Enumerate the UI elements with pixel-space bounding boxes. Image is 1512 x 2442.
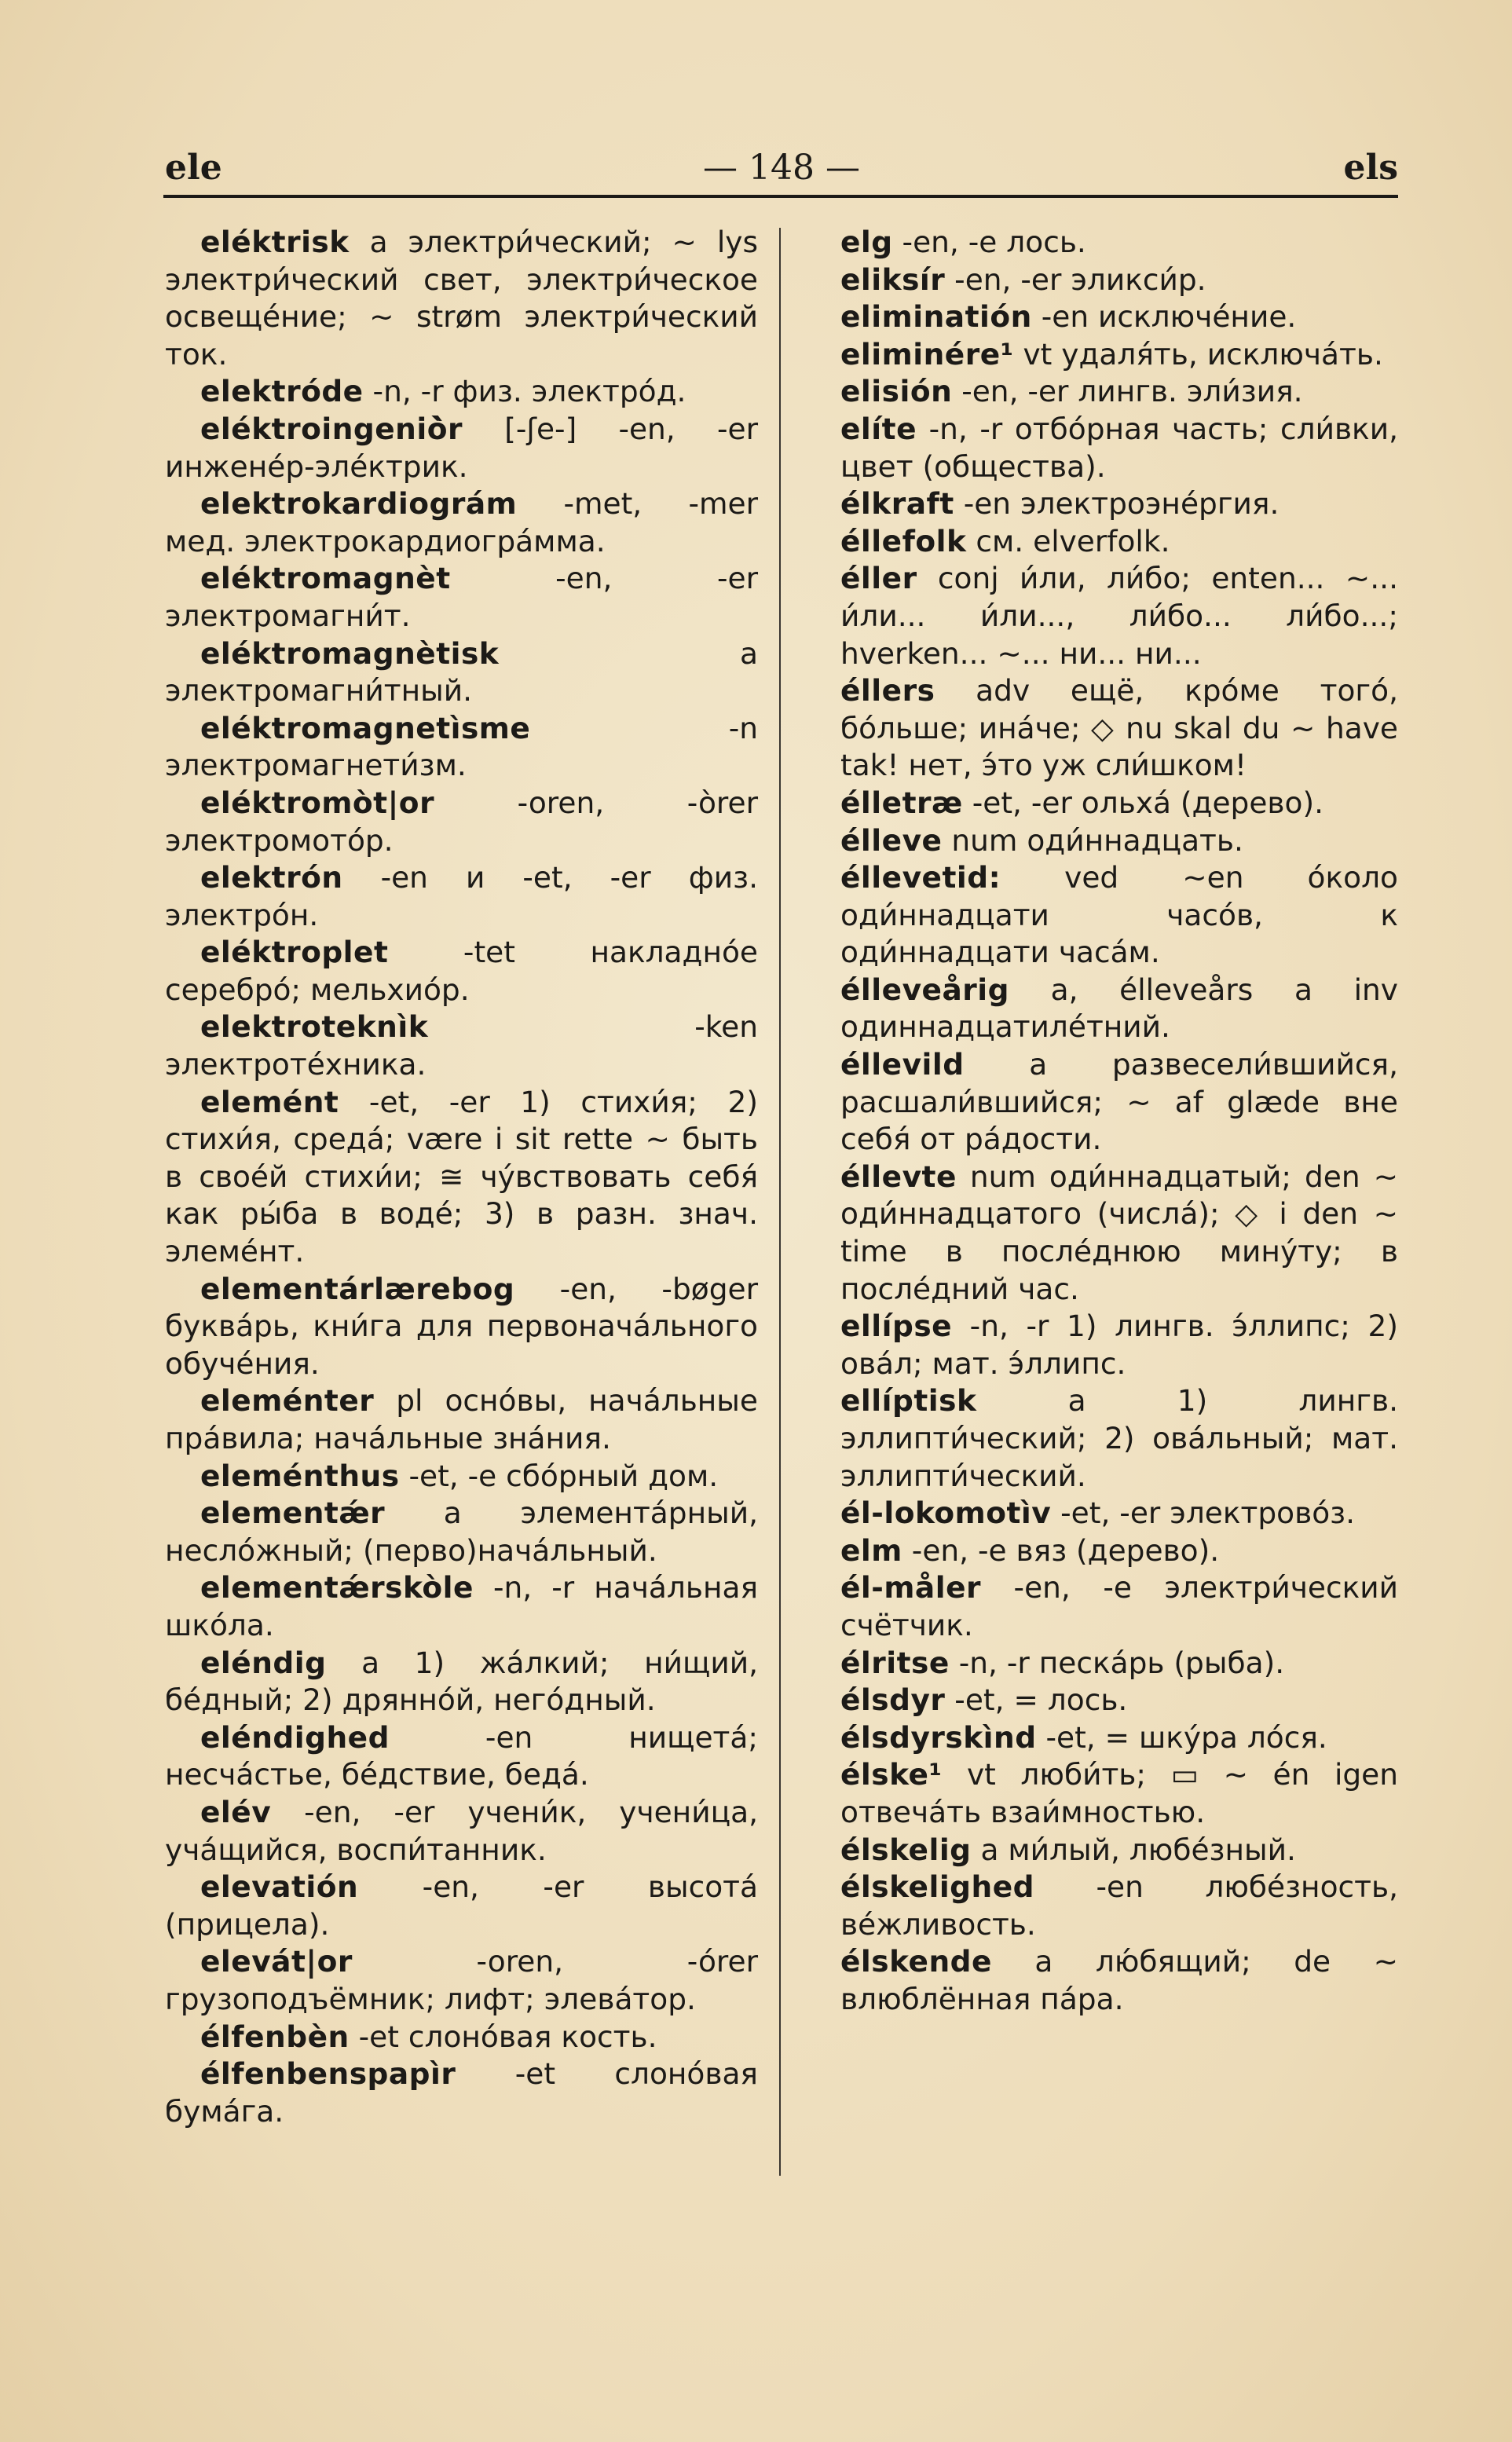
entry-definition: -n, -r нача́льная шко́ла.	[165, 1570, 758, 1642]
entry-headword: élletræ	[840, 785, 963, 820]
dictionary-entry	[165, 635, 758, 710]
dictionary-entry	[805, 672, 1398, 785]
dictionary-entry	[805, 1832, 1398, 1869]
entry-definition: vt люби́ть; ▭ ~ én igen отвеча́ть взаи́мностью.	[840, 1757, 1398, 1829]
entry-headword: eléndighed	[200, 1719, 390, 1755]
dictionary-entry	[805, 1159, 1398, 1308]
entry-headword: élsdyr	[840, 1682, 946, 1718]
dictionary-entry	[805, 298, 1398, 336]
entry-definition: а 1) жа́лкий; ни́щий, бе́дный; 2) дрянно́й, него́дный.	[165, 1645, 758, 1718]
dictionary-entry	[805, 1682, 1398, 1719]
dictionary-entry	[165, 560, 758, 635]
column-divider	[779, 228, 781, 2176]
entry-definition: num оди́ннадцать.	[942, 822, 1243, 858]
entry-headword: éller	[840, 561, 917, 596]
entry-headword: éllevte	[840, 1159, 957, 1194]
entry-definition: а электри́ческий; ~ lys электри́ческий свет, электри́ческое освеще́ние; ~ strøm электри́ческий ток.	[165, 225, 758, 372]
entry-definition: а лю́бящий; de ~ влюблённая па́ра.	[840, 1944, 1398, 2016]
page-number: — 148 —	[703, 148, 860, 188]
entry-definition: -tet накладно́е серебро́; мельхио́р.	[165, 935, 758, 1007]
dictionary-entry	[165, 1495, 758, 1569]
dictionary-entry	[165, 1943, 758, 2018]
entry-headword: elíte	[840, 411, 917, 446]
dictionary-entry	[805, 1308, 1398, 1382]
dictionary-entry	[165, 1569, 758, 1644]
entry-headword: eliksír	[840, 262, 946, 297]
dictionary-entry	[165, 859, 758, 934]
entry-headword: ellíptisk	[840, 1383, 977, 1419]
dictionary-entry	[805, 972, 1398, 1046]
entry-definition: -en, -e вяз (дерево).	[902, 1532, 1220, 1568]
entry-definition: а электромагни́тный.	[165, 635, 758, 708]
header-first-word: ele	[165, 148, 222, 188]
entry-definition: -en, -bøger буква́рь, кни́га для первонача́льного обуче́ния.	[165, 1271, 758, 1381]
entry-definition: -met, -mer мед. электрокардиогра́мма.	[165, 486, 758, 558]
entry-headword: élkraft	[840, 486, 954, 522]
entry-headword: élskende	[840, 1944, 992, 1979]
dictionary-entry	[805, 1645, 1398, 1682]
entry-definition: -ken электроте́хника.	[165, 1009, 758, 1082]
dictionary-entry	[805, 262, 1398, 299]
dictionary-entry	[805, 1495, 1398, 1532]
entry-headword: elevatión	[200, 1869, 359, 1905]
entry-headword: elm	[840, 1532, 902, 1568]
entry-definition: -et слоно́вая бума́га.	[165, 2056, 758, 2129]
entry-headword: él-måler	[840, 1570, 982, 1605]
entry-definition: -et, -er ольха́ (дерево).	[962, 785, 1324, 820]
dictionary-entry	[165, 1645, 758, 1719]
entry-definition: adv ещё, кро́ме того́, бо́льше; ина́че; ◇ nu skal du ~ have tak! нет, э́то уж сли́шком!	[840, 673, 1398, 783]
entry-headword: eléktromagnèt	[200, 561, 451, 596]
entry-headword: elementárlærebog	[200, 1271, 515, 1306]
dictionary-entry	[165, 1869, 758, 1943]
dictionary-entry	[805, 1869, 1398, 1943]
entry-headword: élritse	[840, 1645, 950, 1680]
dictionary-entry	[805, 373, 1398, 411]
entry-definition: -et, -e сбо́рный дом.	[399, 1458, 719, 1493]
dictionary-entry	[165, 1719, 758, 1794]
dictionary-entry	[805, 859, 1398, 972]
entry-headword: elektrón	[200, 860, 343, 895]
entry-headword: eléktromagnètisk	[200, 635, 500, 671]
dictionary-entry	[165, 710, 758, 785]
dictionary-entry	[805, 1532, 1398, 1570]
entry-definition: -n, -r песка́рь (рыба).	[949, 1645, 1285, 1680]
dictionary-entry	[805, 1943, 1398, 2018]
entry-definition: vt удаля́ть, исключа́ть.	[1013, 336, 1383, 372]
header-rule	[163, 195, 1398, 198]
entry-headword: ellípse	[840, 1309, 953, 1344]
entry-definition: conj и́ли, ли́бо; enten... ~... и́ли... и́ли..., ли́бо... ли́бо...; hverken... ~... ни... ни...	[840, 561, 1398, 671]
entry-headword: eliminére¹	[840, 336, 1014, 372]
entry-headword: eléktroplet	[200, 935, 389, 970]
entry-definition: -en, -er высота́ (прицела).	[165, 1869, 758, 1942]
entry-headword: él-lokomotìv	[840, 1496, 1052, 1531]
entry-definition: а элемента́рный, несло́жный; (перво)нача́льный.	[165, 1496, 758, 1568]
dictionary-entry	[165, 2056, 758, 2130]
dictionary-entry	[805, 336, 1398, 374]
entry-definition: -en и -et, -er физ. электро́н.	[165, 860, 758, 932]
entry-definition: -oren, -órer грузоподъёмник; лифт; элева́тор.	[165, 1944, 758, 2016]
dictionary-entry	[805, 523, 1398, 561]
entry-headword: elg	[840, 225, 893, 259]
entry-headword: élskelighed	[840, 1869, 1034, 1905]
entry-definition: -et, -er 1) стихи́я; 2) стихи́я, среда́; være i sit rette ~ быть в свое́й стихи́и; ≅ чу́вствовать себя́ как ры́ба в воде́; 3) в разн. знач. элеме́нт.	[165, 1084, 758, 1269]
dictionary-entry	[165, 485, 758, 560]
dictionary-entry	[165, 373, 758, 411]
running-header	[165, 148, 1398, 193]
entry-headword: élfenbèn	[200, 2019, 350, 2054]
entry-definition: [-ʃe-] -en, -er инжене́р-эле́ктрик.	[165, 411, 758, 484]
dictionary-entry	[165, 1458, 758, 1496]
right-column	[805, 224, 1398, 2019]
entry-headword: éllevetid:	[840, 860, 1001, 895]
entry-headword: elisión	[840, 374, 953, 409]
entry-definition: а, élleveårs a inv одиннадцатиле́тний.	[840, 972, 1398, 1045]
dictionary-entry	[805, 485, 1398, 523]
entry-headword: eleménthus	[200, 1458, 400, 1493]
dictionary-entry	[805, 411, 1398, 485]
header-last-word: els	[1343, 148, 1398, 188]
entry-headword: eleménter	[200, 1383, 375, 1419]
dictionary-entry	[805, 785, 1398, 822]
entry-headword: éllers	[840, 673, 935, 708]
dictionary-entry	[165, 785, 758, 859]
entry-headword: elementǽrskòle	[200, 1570, 474, 1605]
entry-definition: -et, = шку́ра ло́ся.	[1036, 1719, 1327, 1755]
entry-definition: -en, -er лингв. эли́зия.	[952, 374, 1303, 409]
entry-headword: élleve	[840, 822, 943, 858]
entry-headword: elementǽr	[200, 1496, 386, 1531]
entry-definition: num оди́ннадцатый; den ~ оди́ннадцатого (числа́); ◇ i den ~ time в после́днюю мину́ту; в после́дний час.	[840, 1159, 1398, 1306]
dictionary-entry	[805, 1756, 1398, 1831]
entry-definition: а ми́лый, любе́зный.	[971, 1832, 1296, 1867]
entry-definition: pl осно́вы, нача́льные пра́вила; нача́льные зна́ния.	[165, 1383, 758, 1455]
entry-definition: -n электромагнети́зм.	[165, 710, 758, 783]
entry-headword: eléktroingeniò̀r	[200, 411, 463, 446]
entry-headword: elektroteknìk	[200, 1009, 429, 1045]
entry-headword: éllevild	[840, 1047, 965, 1082]
entry-definition: ved ~en о́коло оди́ннадцати часо́в, к оди́ннадцати часа́м.	[840, 860, 1398, 970]
entry-definition: -en исключе́ние.	[1031, 299, 1297, 335]
entry-definition: -en, -er эликси́р.	[945, 262, 1206, 297]
dictionary-entry	[805, 1382, 1398, 1495]
entry-definition: а развесели́вшийся, расшали́вшийся; ~ af glæde вне себя́ от ра́дости.	[840, 1047, 1398, 1157]
entry-headword: eléktromòt|or	[200, 785, 435, 820]
entry-definition: -et, = лось.	[945, 1682, 1128, 1718]
dictionary-entry	[805, 1569, 1398, 1644]
left-column	[165, 224, 758, 2130]
dictionary-entry	[165, 1084, 758, 1271]
entry-headword: élsdyrskìnd	[840, 1719, 1037, 1755]
dictionary-entry	[165, 1009, 758, 1083]
dictionary-entry	[165, 2019, 758, 2056]
dictionary-entry	[805, 1719, 1398, 1757]
dictionary-entry	[805, 224, 1398, 262]
entry-headword: elektrokardiográm	[200, 486, 518, 522]
entry-definition: -n, -r физ. электро́д.	[363, 374, 686, 409]
entry-definition: -n, -r отбо́рная часть; сли́вки, цвет (общества).	[840, 411, 1398, 484]
entry-definition: -et слоно́вая кость.	[349, 2019, 657, 2054]
entry-headword: elév	[200, 1794, 272, 1829]
dictionary-entry	[165, 934, 758, 1009]
entry-headword: éllefolk	[840, 523, 967, 558]
entry-headword: élske¹	[840, 1757, 943, 1792]
entry-definition: -en нищета́; несча́стье, бе́дствие, беда́.	[165, 1719, 758, 1792]
entry-headword: eliminatión	[840, 299, 1032, 335]
dictionary-entry	[165, 1382, 758, 1457]
entry-definition: -en, -er учени́к, учени́ца, уча́щийся, воспи́танник.	[165, 1794, 758, 1867]
entry-headword: élleveårig	[840, 972, 1009, 1007]
entry-headword: elevát|or	[200, 1944, 353, 1979]
dictionary-entry	[805, 1046, 1398, 1159]
entry-definition: -en электроэне́ргия.	[954, 486, 1280, 522]
entry-definition: -en, -e электри́ческий счётчик.	[840, 1570, 1398, 1642]
dictionary-entry	[805, 560, 1398, 672]
entry-headword: eléndig	[200, 1645, 327, 1680]
entry-headword: elektróde	[200, 374, 364, 409]
dictionary-entry	[165, 1271, 758, 1383]
entry-definition: -et, -er электрово́з.	[1051, 1496, 1356, 1531]
entry-definition: -en, -e лось.	[892, 225, 1086, 259]
entry-definition: см. elverfolk.	[966, 523, 1170, 558]
entry-definition: -en, -er электромагни́т.	[165, 561, 758, 633]
entry-headword: elemént	[200, 1084, 339, 1119]
entry-definition: а 1) лингв. эллипти́ческий; 2) ова́льный; мат. эллипти́ческий.	[840, 1383, 1398, 1493]
dictionary-entry	[165, 1794, 758, 1869]
dictionary-entry	[805, 822, 1398, 860]
dictionary-entry	[165, 411, 758, 485]
entry-headword: élfenbenspapìr	[200, 2056, 456, 2092]
entry-definition: -n, -r 1) лингв. э́ллипс; 2) ова́л; мат. э́ллипс.	[840, 1309, 1398, 1381]
entry-headword: élskelig	[840, 1832, 972, 1867]
entry-headword: eléktrisk	[200, 225, 350, 259]
entry-headword: eléktromagnetìsme	[200, 710, 531, 745]
dictionary-entry	[165, 224, 758, 373]
entry-definition: -en любе́зность, ве́жливость.	[840, 1869, 1398, 1942]
entry-definition: -oren, -òrer электромото́р.	[165, 785, 758, 858]
